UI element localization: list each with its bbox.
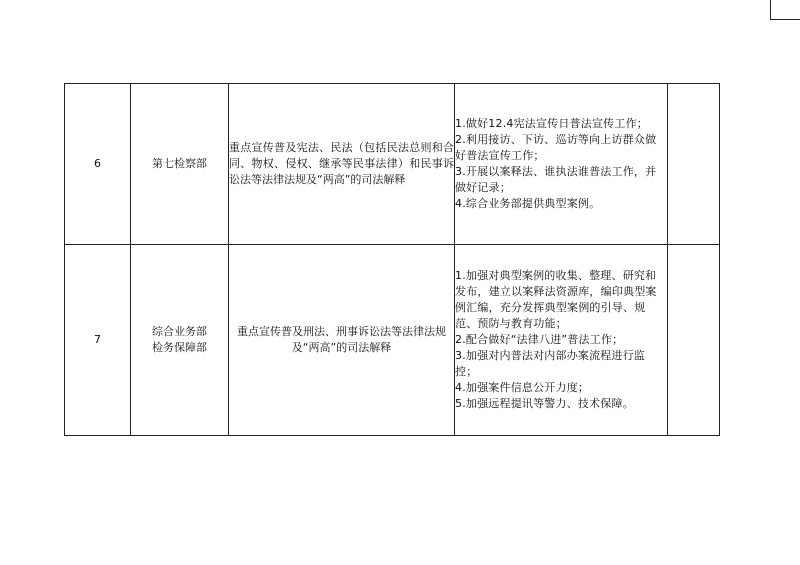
measures-cell — [455, 245, 668, 436]
department-name — [131, 245, 229, 436]
law-education-plan-table — [64, 83, 720, 436]
remark-cell — [668, 245, 720, 436]
publicity-focus: 重点宣传普及宪法、民法（包括民法总则和合同、物权、侵权、继承等民事法律）和民事诉讼法等法律法规及“两高”的司法解释 — [229, 84, 455, 245]
measure-item: 3.开展以案释法、谁执法谁普法工作，并做好记录； — [455, 165, 657, 194]
table-row — [65, 245, 720, 436]
remark-cell — [668, 84, 720, 245]
table-row — [65, 84, 720, 245]
department-line: 检务保障部 — [152, 341, 207, 354]
measure-item: 1.做好12.4宪法宣传日普法宣传工作； — [455, 117, 648, 130]
measure-item: 4.综合业务部提供典型案例。 — [455, 197, 601, 210]
measure-item: 2.利用接访、下访、巡访等向上访群众做好普法宣传工作； — [455, 133, 657, 162]
publicity-focus: 重点宣传普及刑法、刑事诉讼法等法律法规及“两高”的司法解释 — [229, 245, 455, 436]
measure-item: 3.加强对内普法对内部办案流程进行监控； — [455, 349, 646, 378]
measure-item: 2.配合做好“法律八进”普法工作； — [455, 333, 624, 346]
row-number: 7 — [65, 245, 131, 436]
row-number: 6 — [65, 84, 131, 245]
measure-item: 4.加强案件信息公开力度； — [455, 381, 590, 394]
department-name: 第七检察部 — [131, 84, 229, 245]
measure-item: 5.加强远程提讯等警力、技术保障。 — [455, 397, 634, 410]
measures-cell — [455, 84, 668, 245]
department-line: 综合业务部 — [152, 325, 207, 338]
measure-item: 1.加强对典型案例的收集、整理、研究和发布，建立以案释法资源库，编印典型案例汇编，充分发挥典型案例的引导、规范、预防与教育功能； — [455, 269, 657, 330]
page-corner-box — [770, 0, 800, 20]
